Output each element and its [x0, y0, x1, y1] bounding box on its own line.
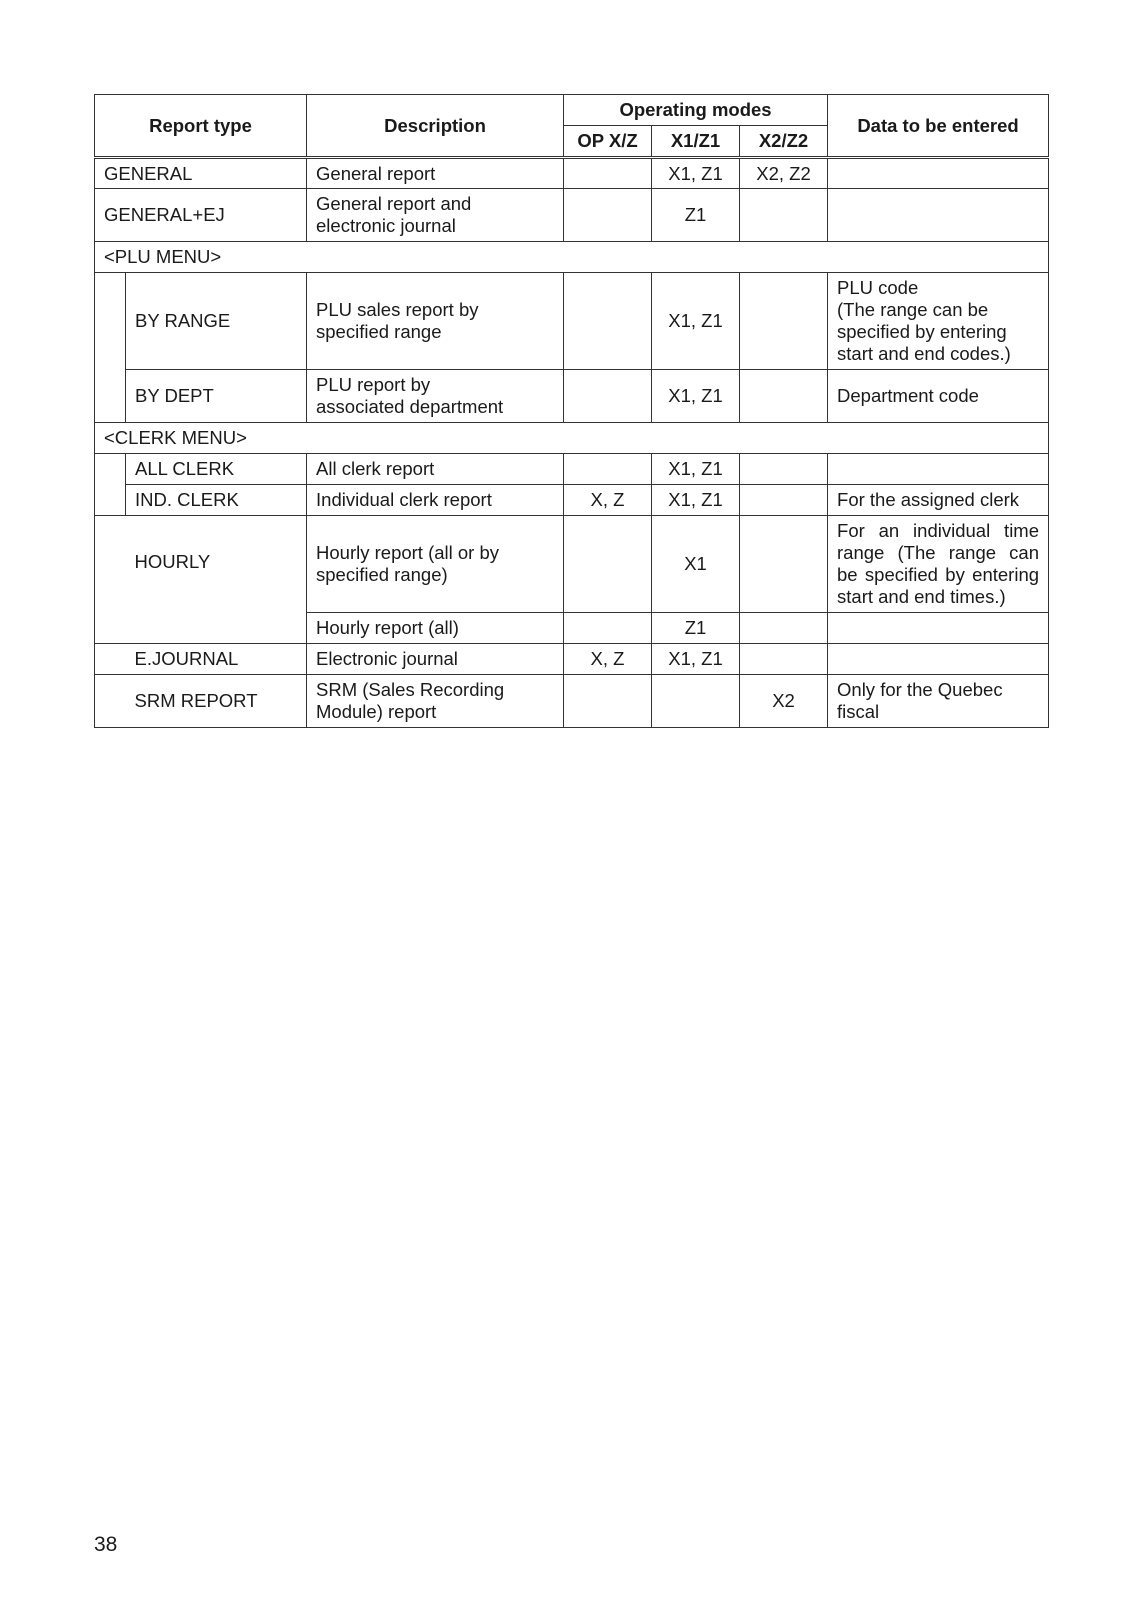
row-by-range [95, 273, 1049, 370]
indent-gutter [95, 644, 126, 675]
section-label-clerk-menu: <CLERK MENU> [95, 423, 1049, 454]
cell-description [307, 675, 564, 728]
description-line: associated department [316, 396, 504, 417]
description-line: electronic journal [316, 215, 456, 236]
description-line: PLU report by [316, 374, 431, 395]
data-line: start and end times.) [837, 586, 1006, 607]
report-table [94, 94, 1049, 728]
cell-report-type: IND. CLERK [126, 485, 307, 516]
cell-op-xz [564, 613, 652, 644]
cell-x1z1: Z1 [652, 189, 740, 242]
data-line: PLU code [837, 277, 919, 298]
cell-description: Electronic journal [307, 644, 564, 675]
description-line: Module) report [316, 701, 437, 722]
cell-x1z1: X1, Z1 [652, 454, 740, 485]
cell-report-type [126, 516, 307, 644]
indent-gutter [95, 454, 126, 516]
header-operating-modes: Operating modes [564, 95, 828, 126]
row-all-clerk [95, 454, 1049, 485]
cell-x1z1: X1, Z1 [652, 370, 740, 423]
section-label-plu-menu: <PLU MENU> [95, 242, 1049, 273]
cell-op-xz [564, 516, 652, 613]
row-hourly [95, 516, 1049, 613]
cell-x1z1: X1, Z1 [652, 485, 740, 516]
cell-op-xz: X, Z [564, 485, 652, 516]
row-general-ej [95, 189, 1049, 242]
description-line: specified range) [316, 564, 448, 585]
cell-x2z2 [740, 613, 828, 644]
cell-description [307, 516, 564, 613]
cell-x2z2 [740, 370, 828, 423]
cell-data [828, 516, 1049, 613]
cell-data [828, 644, 1049, 675]
description-line: specified range [316, 321, 442, 342]
cell-x1z1 [652, 675, 740, 728]
indent-gutter [95, 516, 126, 644]
cell-x2z2: X2, Z2 [740, 158, 828, 189]
header-x1z1: X1/Z1 [652, 126, 740, 158]
cell-op-xz [564, 454, 652, 485]
cell-report-type: BY RANGE [126, 273, 307, 370]
cell-x2z2 [740, 644, 828, 675]
indent-gutter [95, 675, 126, 728]
description-line: PLU sales report by [316, 299, 479, 320]
cell-x2z2 [740, 273, 828, 370]
cell-description: General report [307, 158, 564, 189]
cell-x1z1: Z1 [652, 613, 740, 644]
data-line: start and end codes.) [837, 343, 1011, 364]
row-clerk-menu [95, 423, 1049, 454]
cell-x2z2 [740, 189, 828, 242]
cell-x1z1: X1, Z1 [652, 158, 740, 189]
cell-data [828, 189, 1049, 242]
data-line: specified by entering [837, 321, 1007, 342]
data-line: Only for the Quebec [837, 679, 1003, 700]
cell-data [828, 273, 1049, 370]
cell-report-type: BY DEPT [126, 370, 307, 423]
report-type-label: HOURLY [134, 551, 211, 572]
description-line: Hourly report (all or by [316, 542, 500, 563]
data-line: (The range can be [837, 299, 989, 320]
cell-report-type: SRM REPORT [126, 675, 307, 728]
data-line: be specified by entering [837, 564, 1040, 585]
cell-op-xz: X, Z [564, 644, 652, 675]
row-srm-report [95, 675, 1049, 728]
cell-data: For the assigned clerk [828, 485, 1049, 516]
cell-x2z2: X2 [740, 675, 828, 728]
cell-data [828, 158, 1049, 189]
cell-op-xz [564, 273, 652, 370]
cell-report-type: E.JOURNAL [126, 644, 307, 675]
data-line: For an individual time [837, 520, 1040, 541]
cell-data [828, 675, 1049, 728]
cell-x2z2 [740, 454, 828, 485]
row-general [95, 158, 1049, 189]
cell-description: Individual clerk report [307, 485, 564, 516]
cell-x2z2 [740, 485, 828, 516]
page-number: 38 [94, 1533, 118, 1556]
description-line: SRM (Sales Recording [316, 679, 505, 700]
cell-x2z2 [740, 516, 828, 613]
data-line: fiscal [837, 701, 880, 722]
cell-description: Hourly report (all) [307, 613, 564, 644]
cell-description [307, 273, 564, 370]
cell-x1z1: X1, Z1 [652, 273, 740, 370]
cell-op-xz [564, 675, 652, 728]
cell-data [828, 613, 1049, 644]
cell-description [307, 370, 564, 423]
cell-data: Department code [828, 370, 1049, 423]
cell-op-xz [564, 158, 652, 189]
cell-data [828, 454, 1049, 485]
indent-gutter [95, 273, 126, 423]
cell-x1z1: X1 [652, 516, 740, 613]
header-description: Description [307, 95, 564, 158]
description-line: General report and [316, 193, 472, 214]
cell-report-type: ALL CLERK [126, 454, 307, 485]
cell-op-xz [564, 189, 652, 242]
row-by-dept [95, 370, 1049, 423]
header-x2z2: X2/Z2 [740, 126, 828, 158]
cell-report-type: GENERAL+EJ [95, 189, 307, 242]
cell-description [307, 189, 564, 242]
header-report-type: Report type [95, 95, 307, 158]
cell-op-xz [564, 370, 652, 423]
data-line: range (The range can [837, 542, 1040, 563]
header-row [95, 95, 1049, 126]
row-plu-menu [95, 242, 1049, 273]
header-op-xz: OP X/Z [564, 126, 652, 158]
row-ind-clerk [95, 485, 1049, 516]
cell-x1z1: X1, Z1 [652, 644, 740, 675]
cell-description: All clerk report [307, 454, 564, 485]
row-ejournal [95, 644, 1049, 675]
cell-report-type: GENERAL [95, 158, 307, 189]
header-data-to-be-entered: Data to be entered [828, 95, 1049, 158]
